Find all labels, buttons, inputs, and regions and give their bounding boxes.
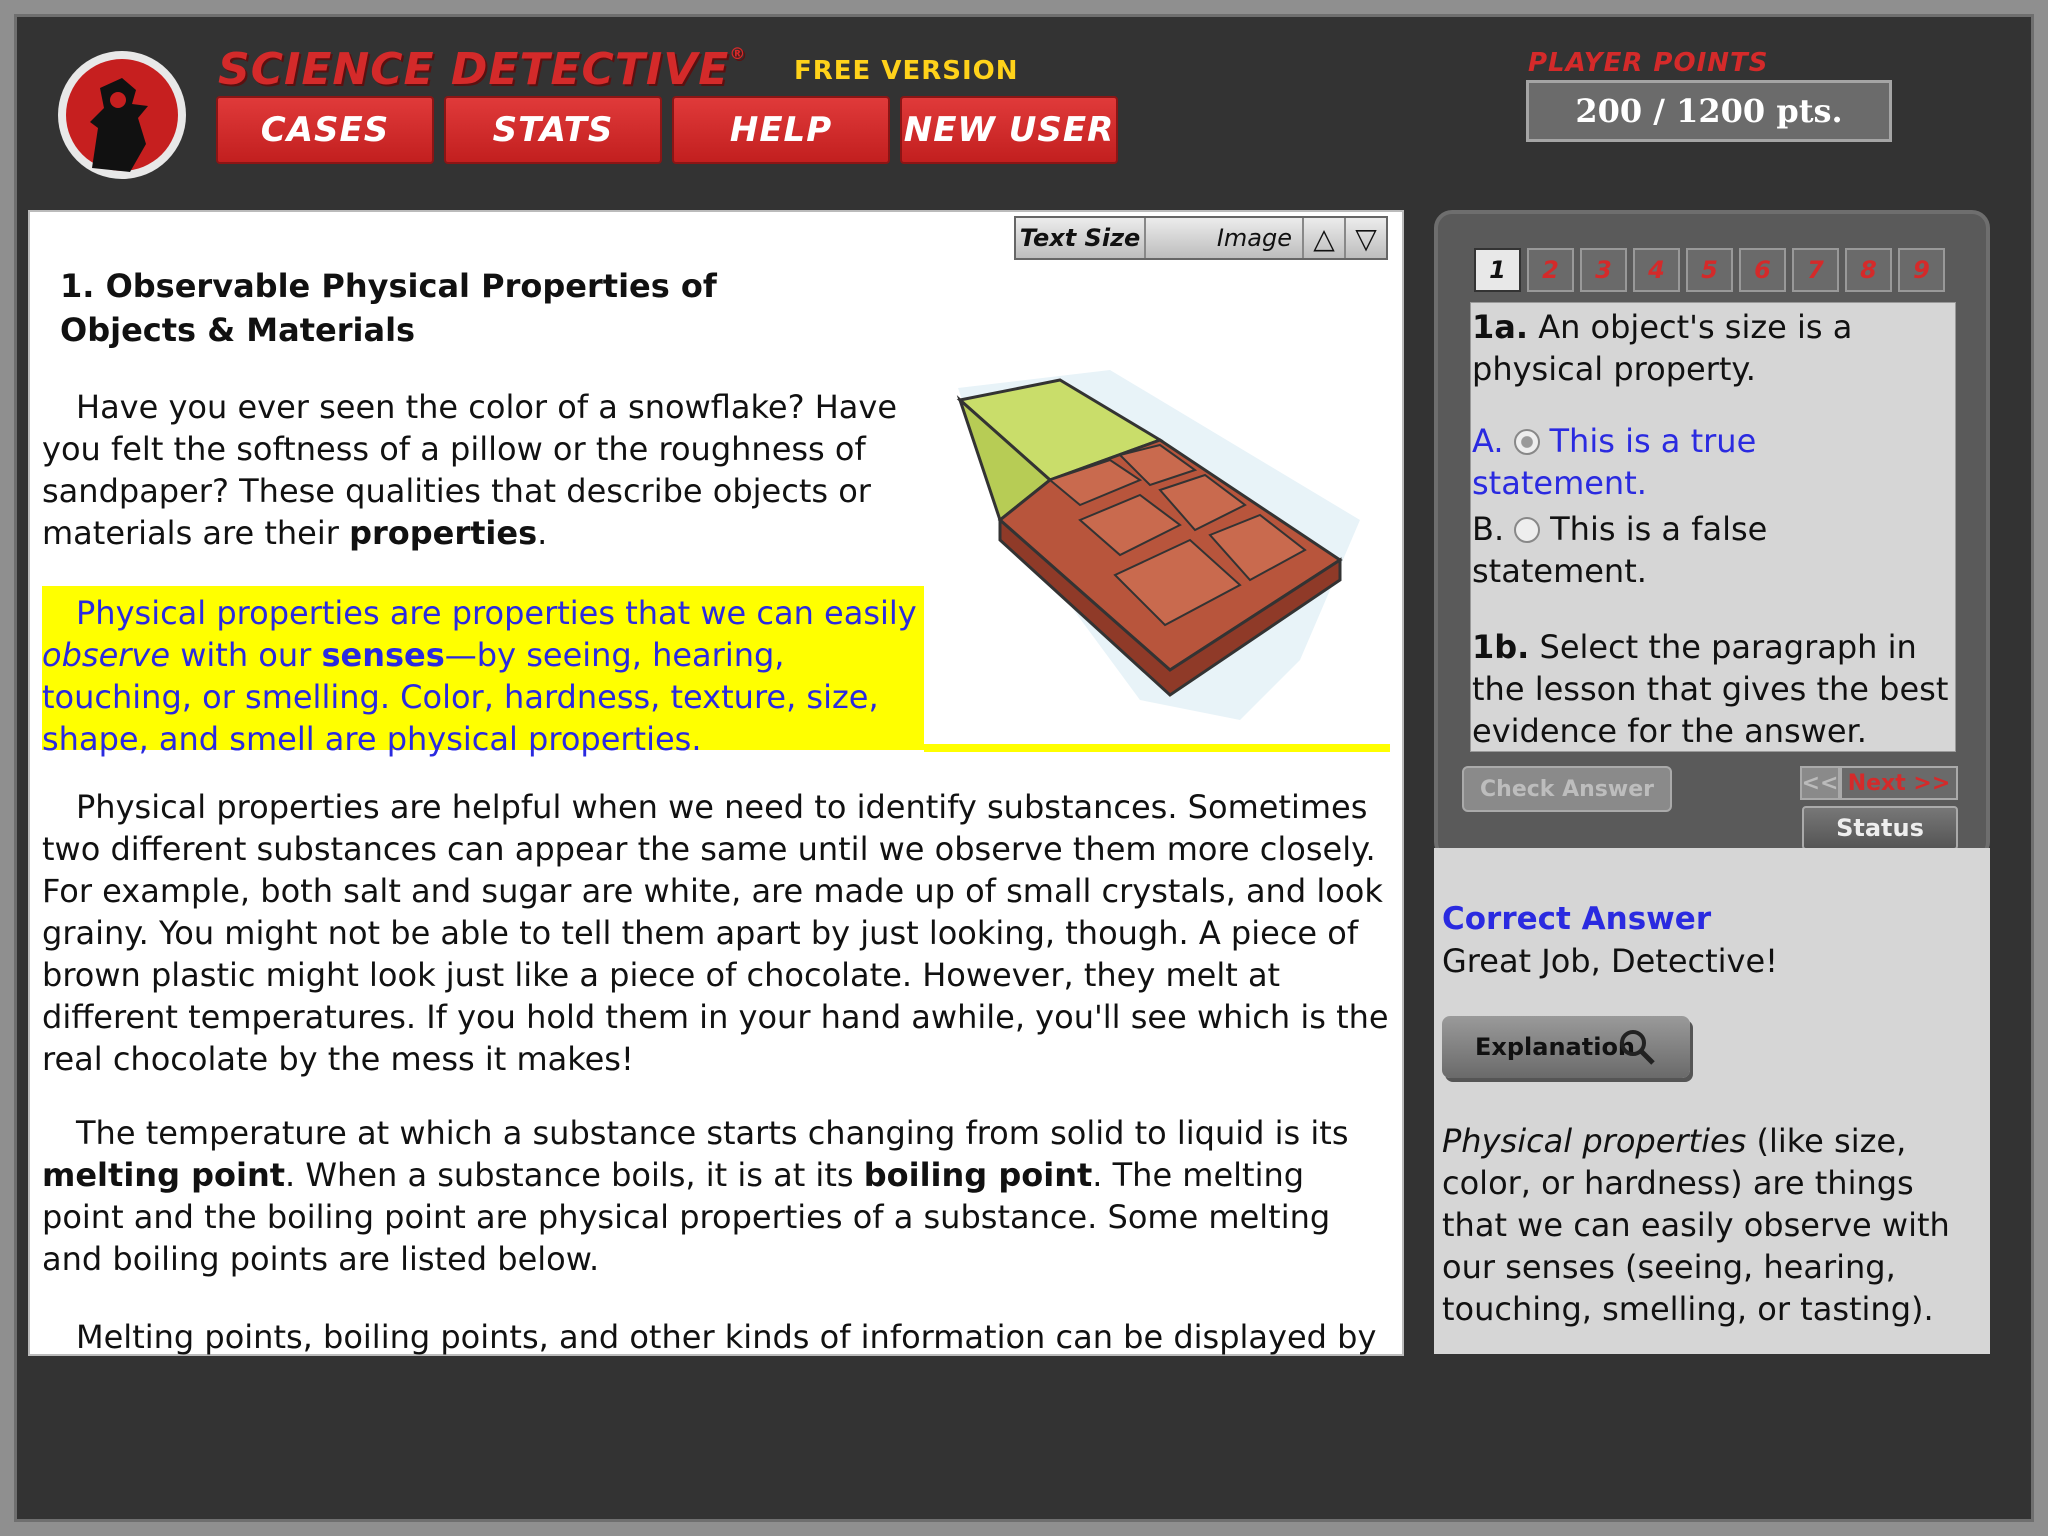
radio-selected-icon[interactable] [1514, 429, 1540, 455]
triangle-up-icon[interactable]: △ [1304, 218, 1346, 258]
next-button[interactable]: Next >> [1840, 766, 1958, 800]
text-size-button[interactable]: Text Size [1016, 218, 1146, 258]
prev-button[interactable]: << [1800, 766, 1840, 800]
nav-help-button[interactable]: HELP [672, 96, 890, 164]
edition-label: FREE VERSION [794, 56, 1019, 86]
nav-cases-button[interactable]: CASES [216, 96, 434, 164]
radio-empty-icon[interactable] [1514, 517, 1540, 543]
status-button[interactable]: Status [1802, 806, 1958, 850]
paragraph-4[interactable]: The temperature at which a substance starts changing from solid to liquid is its melting point. When a substance boils, it is at its boiling point. The melting point and the boiling point are physical properties of a substance. Some melting and boiling points are listed below. [42, 1114, 1349, 1278]
nav-stats-button[interactable]: STATS [444, 96, 662, 164]
chocolate-bar-image [940, 370, 1370, 730]
question-tab-5[interactable]: 5 [1686, 248, 1733, 292]
detective-logo-icon [52, 48, 192, 182]
lesson-title [60, 264, 740, 352]
brand-title: SCIENCE DETECTIVE® [218, 44, 747, 95]
question-tab-8[interactable]: 8 [1845, 248, 1892, 292]
player-points-value: 200 / 1200 pts. [1526, 80, 1892, 142]
feedback-title: Correct Answer [1442, 901, 1712, 937]
lesson-title-line-1: 1. Observable Physical Properties of [60, 267, 717, 305]
option-b[interactable]: B. This is a false statement. [1472, 510, 1768, 590]
feedback-message: Great Job, Detective! [1442, 942, 1778, 980]
paragraph-5[interactable]: Melting points, boiling points, and other kinds of information can be displayed by [76, 1318, 1377, 1356]
question-tabs [1474, 248, 1945, 292]
nav-new-user-button[interactable]: NEW USER [900, 96, 1118, 164]
check-answer-button[interactable]: Check Answer [1462, 766, 1672, 812]
question-tab-1[interactable]: 1 [1474, 248, 1521, 292]
question-tab-2[interactable]: 2 [1527, 248, 1574, 292]
option-a[interactable]: A. This is a true statement. [1472, 422, 1757, 502]
question-1a: 1a. An object's size is a physical property. [1472, 308, 1853, 388]
question-tab-7[interactable]: 7 [1792, 248, 1839, 292]
paragraph-1[interactable]: Have you ever seen the color of a snowflake? Have you felt the softness of a pillow or the roughness of sandpaper? These qualities that describe objects or materials are their properties. [42, 388, 898, 552]
magnifier-icon [1617, 1027, 1657, 1067]
highlight-underline [924, 744, 1390, 752]
question-tab-9[interactable]: 9 [1898, 248, 1945, 292]
paragraph-3[interactable]: Physical properties are helpful when we need to identify substances. Sometimes two different substances can appear the same until we observe them more closely. For example, both salt and sugar are white, are made up of small crystals, and look grainy. You might not be able to tell them apart by just looking, though. A piece of brown plastic might look just like a piece of chocolate. However, they melt at different temperatures. If you hold them in your hand awhile, you'll see which is the real chocolate by the mess it makes! [42, 788, 1389, 1078]
player-points-label: PLAYER POINTS [1528, 48, 1769, 78]
question-tab-6[interactable]: 6 [1739, 248, 1786, 292]
question-1b: 1b. Select the paragraph in the lesson that gives the best evidence for the answer. [1472, 628, 1949, 750]
question-tab-4[interactable]: 4 [1633, 248, 1680, 292]
image-toggle-button[interactable]: Image [1146, 218, 1304, 258]
feedback-explanation: Physical properties (like size, color, or hardness) are things that we can easily observe with our senses (seeing, hearing, touching, smelling, or tasting). [1442, 1122, 1950, 1328]
paragraph-2-selected[interactable]: Physical properties are properties that we can easily observe with our senses—by seeing, hearing, touching, or smelling. Color, hardness, texture, size, shape, and smell are physical properties. [42, 594, 917, 758]
explanation-label: Explanation [1474, 1033, 1636, 1061]
question-tab-3[interactable]: 3 [1580, 248, 1627, 292]
lesson-title-line-2: Objects & Materials [60, 311, 416, 349]
lesson-toolbar [1014, 216, 1388, 260]
triangle-down-icon[interactable]: ▽ [1355, 221, 1377, 255]
explanation-button[interactable] [1442, 1016, 1690, 1078]
